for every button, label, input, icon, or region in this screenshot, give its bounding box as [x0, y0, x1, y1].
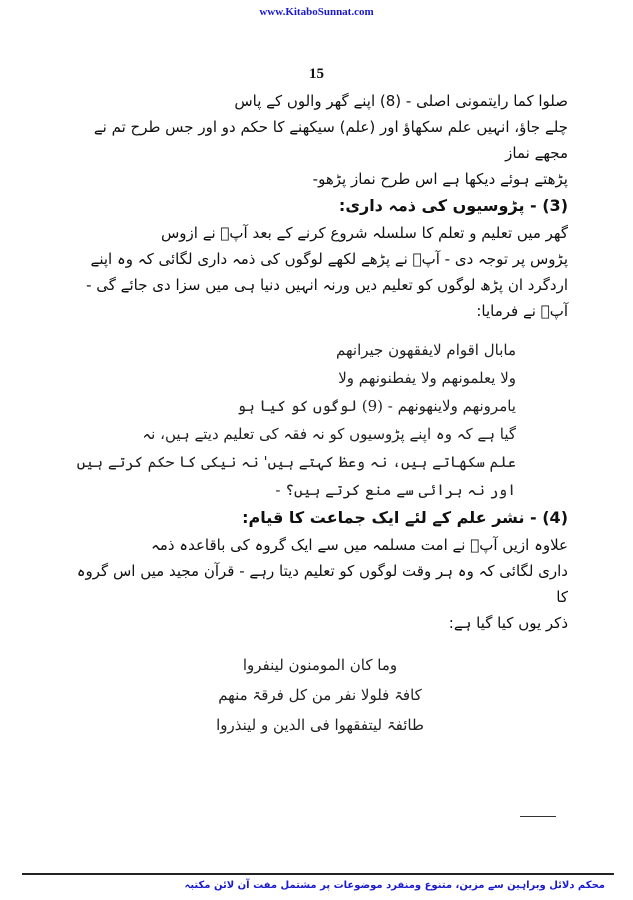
text-line: آپؐ نے فرمایا:: [476, 302, 568, 320]
section-heading: (4) - نشر علم کے لئے ایک جماعت کا قیام:: [242, 508, 568, 527]
translation-line: گیا ہے کہ وہ اپنے پڑوسیوں کو نہ فقہ کی تعلیم دیتے ہیں، نہ: [142, 425, 516, 443]
text-line: علاوہ ازیں آپؐ نے امت مسلمہ میں سے ایک گروہ کی باقاعدہ ذمہ: [151, 536, 568, 554]
section-heading: (3) - پڑوسیوں کی ذمہ داری:: [338, 196, 568, 215]
footer-tagline: محکم دلائل وبراہین سے مزین، متنوع ومنفرد موضوعات پر مشتمل مفت آن لائن مکتبہ: [184, 880, 605, 891]
hadith-line: ولا یعلمونهم ولا یفطنونهم ولا: [338, 369, 516, 387]
text-line: صلوا کما رایتمونی اصلی - (8) اپنے گھر والوں کے پاس: [234, 92, 568, 110]
text-line: چلے جاؤ، انہیں علم سکھاؤ اور (علم) سیکھنے کا حکم دو اور جس طرح تم نے مجھے نماز: [93, 118, 568, 162]
footnote-separator: [520, 816, 556, 817]
hadith-line: یامرونهم ولاینهونهم - (9) لوگوں کو کیا ہو: [237, 397, 516, 415]
text-line: پڑھتے ہوئے دیکھا ہے اس طرح نماز پڑھو-: [312, 170, 568, 188]
text-line: ذکر یوں کیا گیا ہے:: [448, 614, 568, 632]
footer-rule: [22, 873, 614, 875]
text-line: پڑوس پر توجہ دی - آپؐ نے پڑھے لکھے لوگوں کی ذمہ داری لگائی کہ وہ اپنے: [90, 250, 568, 268]
document-body: [72, 88, 568, 740]
text-line: گھر میں تعلیم و تعلم کا سلسلہ شروع کرنے کے بعد آپؐ نے ازوس: [160, 224, 568, 242]
text-line: داری لگائی کہ وہ ہر وقت لوگوں کو تعلیم دیتا رہے - قرآن مجید میں اس گروہ کا: [76, 562, 568, 606]
text-line: اردگرد ان پڑھ لوگوں کو تعلیم دیں ورنہ انہیں دنیا ہی میں سزا دی جائے گی -: [86, 276, 568, 294]
site-url[interactable]: www.KitaboSunnat.com: [259, 6, 374, 18]
quran-verse-line: وما کان المومنون لینفروا: [242, 656, 398, 674]
translation-line: علم سکھاتے ہیں، نہ وعظ کہتے ہیں' نہ نیکی کا حکم کرتے ہیں: [76, 453, 516, 471]
quran-verse-line: طائفۃ لیتفقهوا فی الدین و لینذروا: [216, 716, 424, 734]
page-number: 15: [309, 66, 324, 82]
quran-verse-line: کافۃ فلولا نفر من کل فرقۃ منهم: [218, 686, 422, 704]
hadith-line: مابال اقوام لایفقهون جیرانهم: [336, 341, 516, 359]
translation-line: اور نہ برائی سے منع کرتے ہیں؟ -: [275, 481, 516, 499]
